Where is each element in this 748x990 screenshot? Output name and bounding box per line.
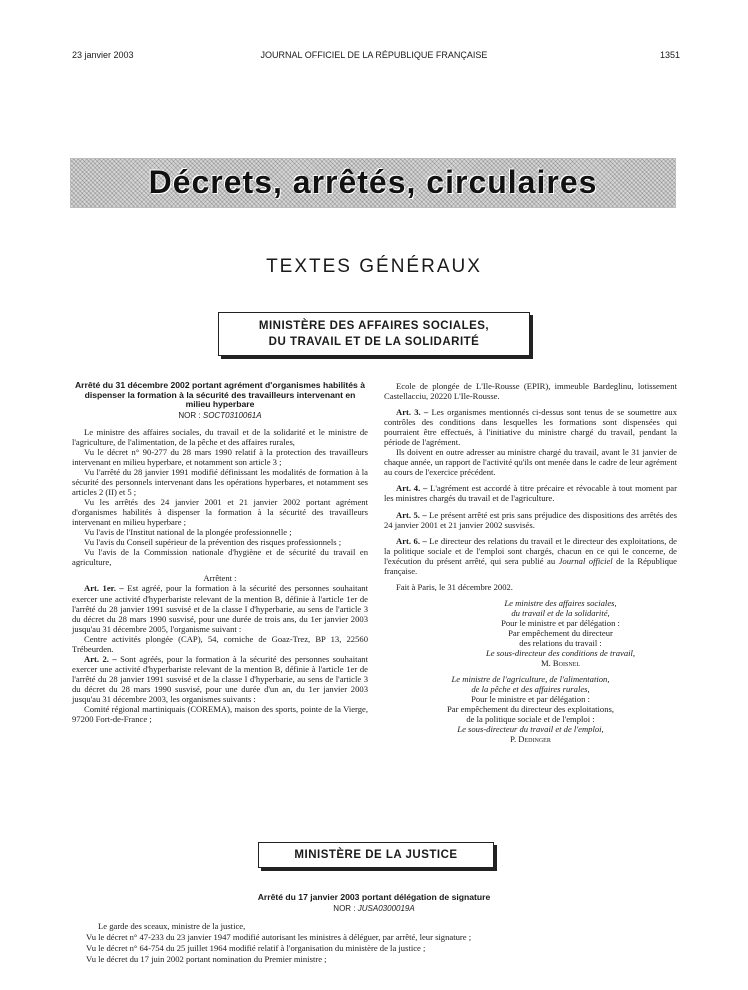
arrete-2-line: Le garde des sceaux, ministre de la justice, xyxy=(98,921,246,931)
article-1 xyxy=(72,583,368,633)
article-2-text: Sont agréés, pour la formation à la sécurité des personnes souhaitant exercer une activité d'hyperbariste relevant de la mention B, définie à l'article 1er de l'arrêté du 28 janvier 1991 susvisé et de la classe I d'hyperbarie, au sens de l'article 3 du décret du 28 mars 1990 susvisé, pour une durée d'un an, du 1er janvier 2003 jusqu'au 31 décembre 2003, les organismes suivants : xyxy=(72,653,368,704)
article-2-label: Art. 2. – xyxy=(84,653,117,664)
arrete-2-body xyxy=(86,921,686,965)
banner-title: Décrets, arrêtés, circulaires xyxy=(148,164,598,200)
header-journal-title: JOURNAL OFFICIEL DE LA RÉPUBLIQUE FRANÇAISE xyxy=(260,50,488,60)
nor-code: JUSA0300019A xyxy=(357,904,415,913)
preamble-paragraph: Vu l'avis de la Commission nationale d'hygiène et de sécurité du travail en agriculture, xyxy=(72,547,368,568)
sig1-line: Pour le ministre et par délégation : xyxy=(501,617,620,628)
article-5-text: Le présent arrêté est pris sans préjudice des dispositions des arrêtés des 24 janvier 2001 et 21 janvier 2002 susvisés. xyxy=(384,509,677,530)
preamble-paragraph: Vu l'arrêté du 28 janvier 1991 modifié définissant les modalités de formation à la sécurité des personnels intervenant dans les opérations hyperbares, et notamment ses articles 2 (II) et 5 ; xyxy=(72,466,368,498)
nor-reference-2 xyxy=(0,904,748,913)
fait-a-paris: Fait à Paris, le 31 décembre 2002. xyxy=(396,581,513,592)
arrete-2-title: Arrêté du 17 janvier 2003 portant délégation de signature xyxy=(257,892,491,902)
nor-label: NOR : xyxy=(178,410,201,420)
ministry-heading-justice: MINISTÈRE DE LA JUSTICE xyxy=(258,842,494,868)
sig1-line: du travail et de la solidarité, xyxy=(511,607,610,618)
sig1-line: Le ministre des affaires sociales, xyxy=(504,597,617,608)
article-4 xyxy=(384,483,677,503)
sig1-line: des relations du travail : xyxy=(519,638,602,649)
arrete-2-line: Vu le décret n° 64-754 du 25 juillet 1964 modifié relatif à l'organisation du ministère de la justice ; xyxy=(86,943,426,953)
ministry-line-2: DU TRAVAIL ET DE LA SOLIDARITÉ xyxy=(268,336,480,348)
article-6-journal: Journal officiel xyxy=(558,555,613,566)
article-5 xyxy=(384,510,677,530)
sig2-line: de la pêche et des affaires rurales, xyxy=(471,684,590,695)
left-column xyxy=(72,381,368,724)
sig1-line: Le sous-directeur des conditions de travail, xyxy=(485,648,636,659)
preamble-paragraph: Vu le décret n° 90-277 du 28 mars 1990 relatif à la protection des travailleurs intervenant en milieu hyperbare, et notamment son article 3 ; xyxy=(72,446,368,467)
preamble-paragraph: Vu l'avis du Conseil supérieur de la prévention des risques professionnels ; xyxy=(84,537,342,548)
section-banner xyxy=(70,158,676,208)
article-4-text: L'agrément est accordé à titre précaire et révocable à tout moment par les ministres chargés du travail et de l'agriculture. xyxy=(384,483,677,504)
sig2-line: Par empêchement du directeur des exploitations, xyxy=(446,704,615,715)
sig2-name: P. Dedinger xyxy=(510,734,551,745)
article-5-label: Art. 5. – xyxy=(396,509,427,520)
sig2-line: Le sous-directeur du travail et de l'emploi, xyxy=(457,724,604,735)
article-4-label: Art. 4. – xyxy=(396,483,428,494)
article-3-label: Art. 3. – xyxy=(396,407,429,418)
article-2 xyxy=(72,654,368,704)
ministry-line-1: MINISTÈRE DES AFFAIRES SOCIALES, xyxy=(258,320,490,332)
sig2-line: Le ministre de l'agriculture, de l'alimentation, xyxy=(451,674,610,685)
header-page-number: 1351 xyxy=(659,50,680,60)
article-1-label: Art. 1er. – xyxy=(84,583,124,594)
sig2-line: Pour le ministre et par délégation : xyxy=(471,694,590,705)
article-2-organisation: Comité régional martiniquais (COREMA), maison des sports, pointe de la Vierge, 97200 Fort-de-France ; xyxy=(72,704,368,725)
arrete-title: Arrêté du 31 décembre 2002 portant agrément d'organismes habilités à dispenser la formation à la sécurité des travailleurs intervenant en milieu hyperbare xyxy=(74,380,366,410)
article-6-text-a: Le directeur des relations du travail et le directeur des exploitations, de la politique sociale et de l'emploi sont chargés, chacun en ce qui le concerne, de l'exécution du présent arrêté, qui sera publié au xyxy=(384,535,677,566)
nor-code: SOCT0310061A xyxy=(202,410,262,420)
article-6 xyxy=(384,536,677,576)
article-6-text-b: de la République française. xyxy=(384,555,677,576)
preamble-paragraph: Vu les arrêtés des 24 janvier 2001 et 21 janvier 2002 portant agrément d'organismes habilités à dispenser la formation à la sécurité des travailleurs intervenant en milieu hyperbare ; xyxy=(72,497,368,528)
article-1-text: Est agréé, pour la formation à la sécurité des personnes souhaitant exercer une activité d'hyperbariste relevant de la mention B, définie à l'article 1er de l'arrêté du 28 janvier 1991 susvisé et de la classe I d'hyperbarie, au sens de l'article 3 du décret du 28 mars 1990 susvisé, pour une durée de trois ans, du 1er janvier 2003 jusqu'au 31 décembre 2005, l'organisme suivant : xyxy=(72,583,368,634)
article-3 xyxy=(384,407,677,447)
sig2-line: de la politique sociale et de l'emploi : xyxy=(466,714,595,725)
signature-block-1 xyxy=(444,598,677,668)
right-column xyxy=(384,381,677,745)
article-6-label: Art. 6. – xyxy=(396,535,427,546)
article-3-paragraph-2: Ils doivent en outre adresser au ministre chargé du travail, avant le 31 janvier de chaque année, un rapport de l'activité qu'ils ont menée dans le cadre de leur agrément au cours de l'exercice précédent. xyxy=(384,447,678,478)
nor-reference xyxy=(72,410,368,421)
preamble-paragraph: Vu l'avis de l'Institut national de la plongée professionnelle ; xyxy=(84,527,292,538)
article-3-text: Les organismes mentionnés ci-dessus sont tenus de se soumettre aux contrôles des conditions dans lesquelles les formations sont dispensées qui pourraient être effectués, à l'initiative du ministre chargé du travail, pendant la période de l'agrément. xyxy=(384,407,677,448)
arrete-2-line: Vu le décret n° 47-233 du 23 janvier 1947 modifié autorisant les ministres à déléguer, par arrêté, leur signature ; xyxy=(86,932,472,942)
header-date: 23 janvier 2003 xyxy=(72,50,134,60)
section-title: TEXTES GÉNÉRAUX xyxy=(266,256,482,277)
article-2-organisation-cont: Ecole de plongée de L'Ile-Rousse (EPIR), immeuble Bardeglinu, lotissement Castellacciu, 20220 L'Ile-Rousse. xyxy=(384,381,677,402)
nor-label: NOR : xyxy=(333,904,356,913)
arrete-2-line: Vu le décret du 17 juin 2002 portant nomination du Premier ministre ; xyxy=(86,954,327,964)
ministry-heading-social xyxy=(218,312,530,356)
article-1-organisation: Centre activités plongée (CAP), 54, corniche de Goaz-Trez, BP 13, 22560 Trébeurden. xyxy=(72,633,368,654)
signature-block-2 xyxy=(384,674,677,744)
sig1-name: M. Boisnel xyxy=(540,658,580,669)
arretent-line: Arrêtent : xyxy=(203,573,237,584)
preamble-paragraph: Le ministre des affaires sociales, du travail et de la solidarité et le ministre de l'agriculture, de l'alimentation, de la pêche et des affaires rurales, xyxy=(72,426,368,447)
sig1-line: Par empêchement du directeur xyxy=(508,627,613,638)
